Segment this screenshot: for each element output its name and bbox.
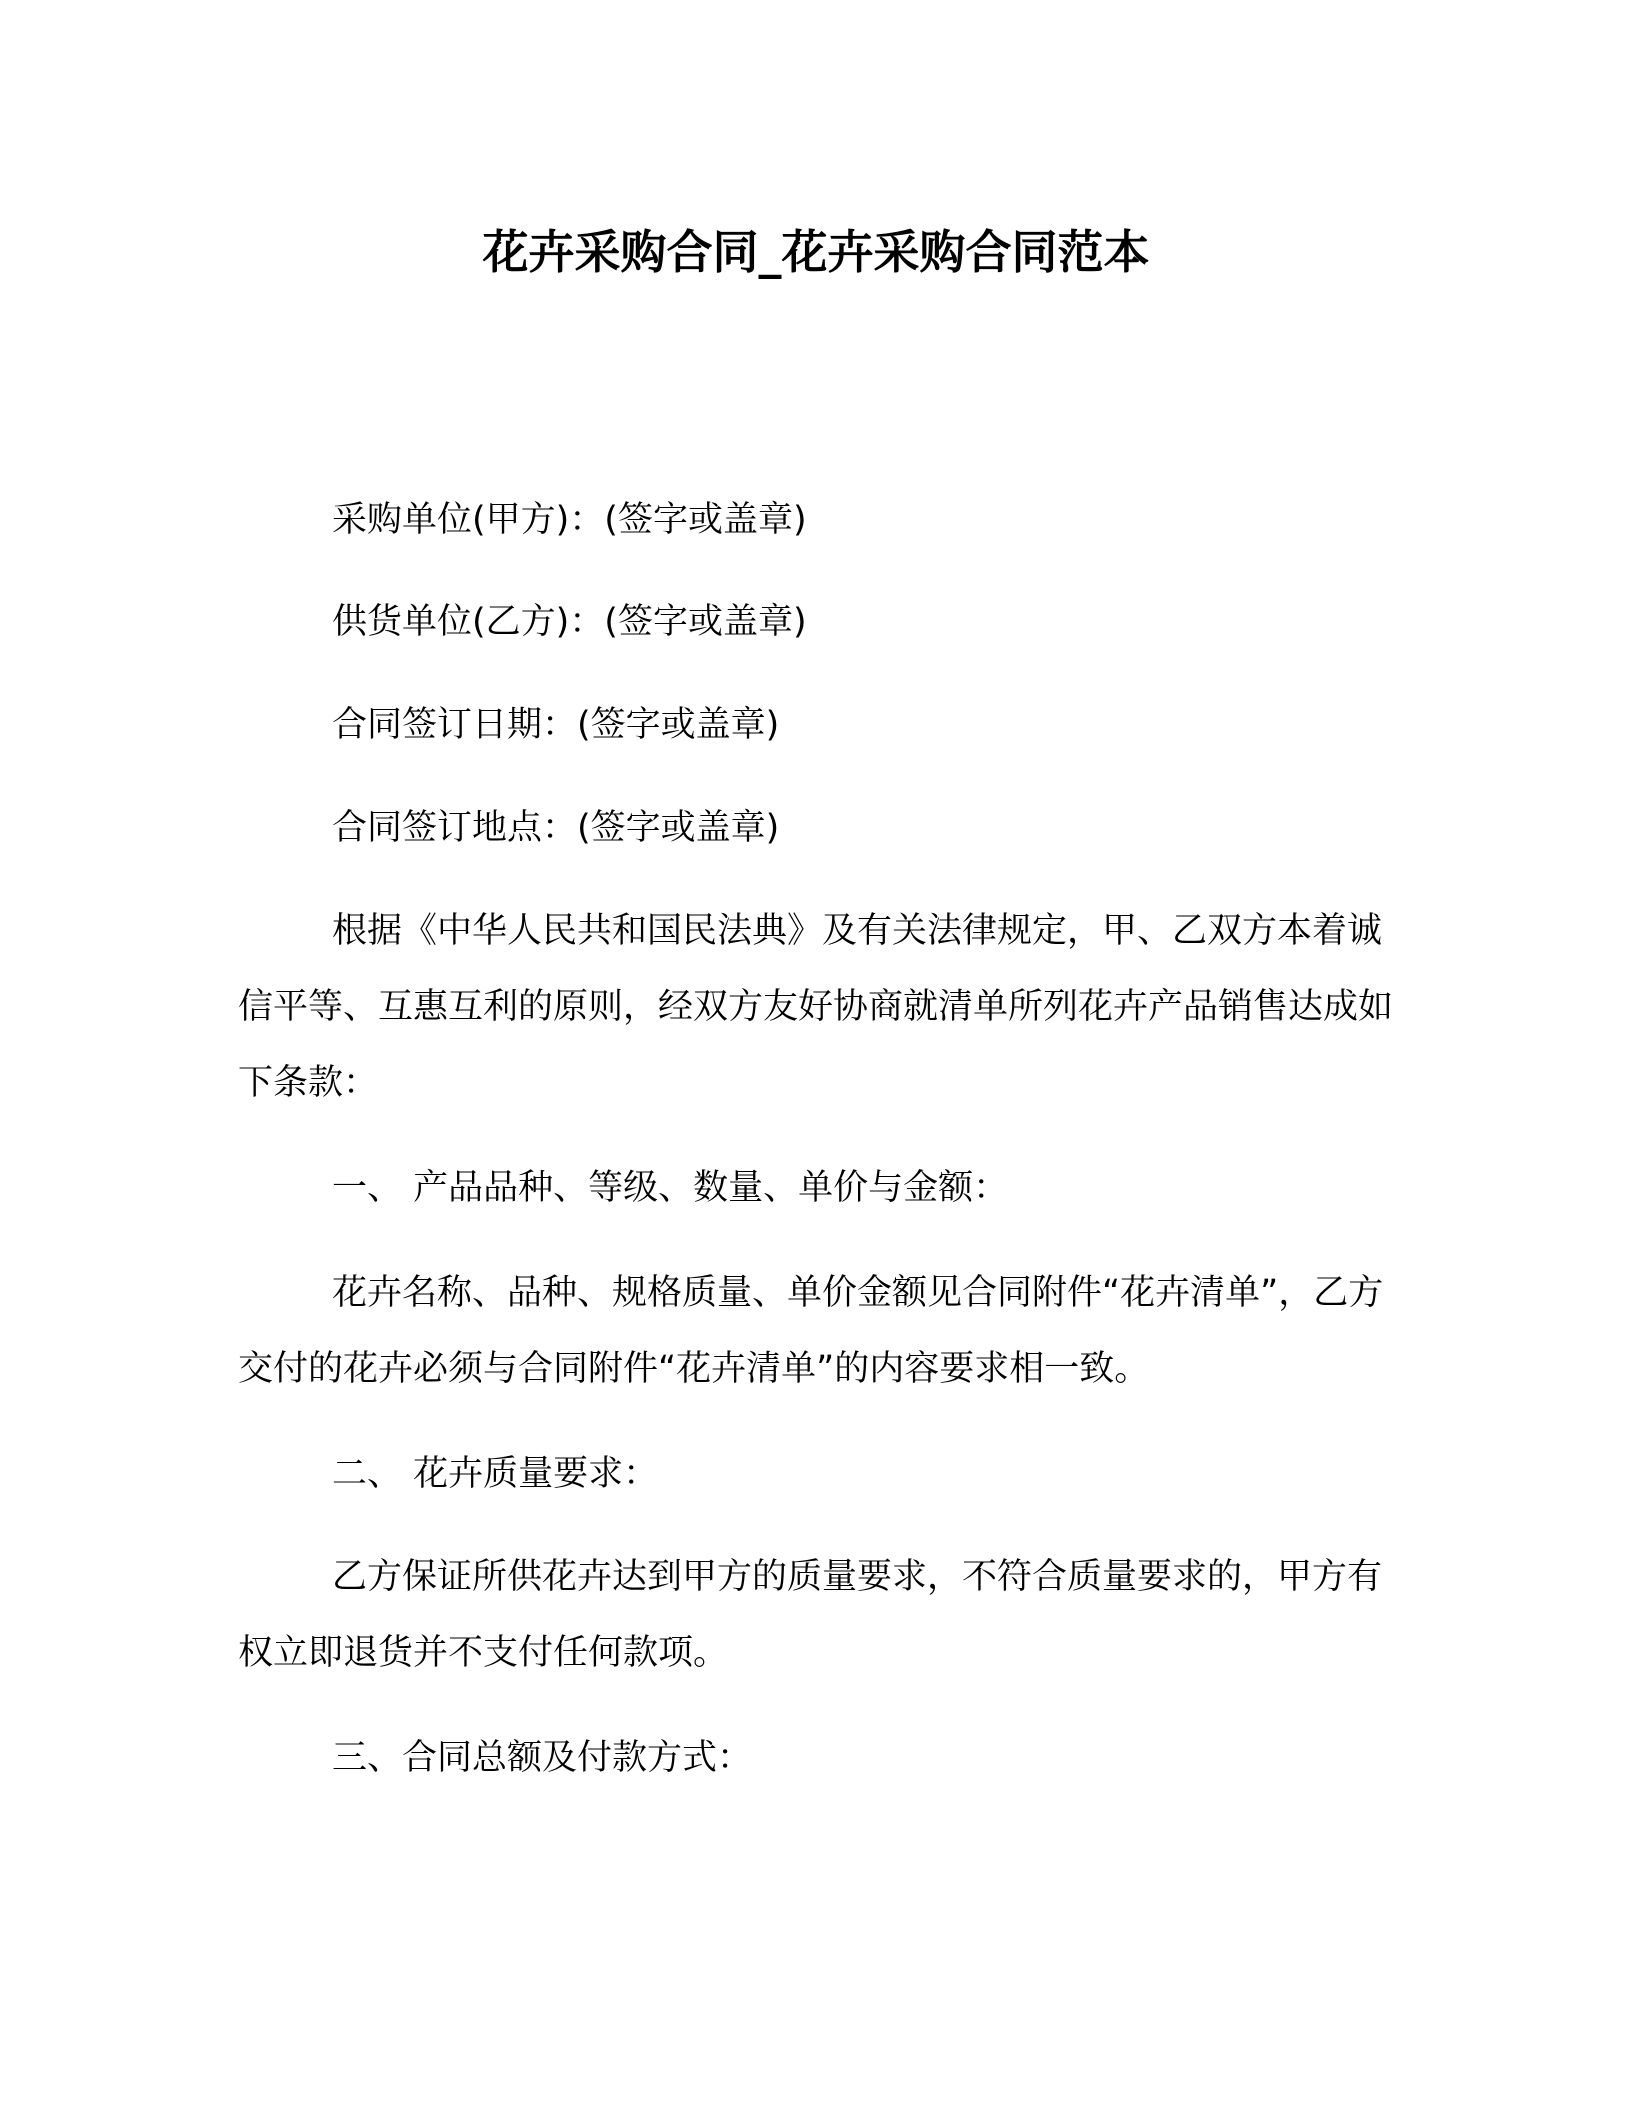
intro-paragraph: 根据《中华人民共和国民法典》及有关法律规定，甲、乙双方本着诚信平等、互惠互利的原则，经双方友好协商就清单所列花卉产品销售达成如下条款： <box>238 911 1394 1103</box>
section-1-body: 花卉名称、品种、规格质量、单价金额见合同附件“花卉清单”，乙方交付的花卉必须与合同附件“花卉清单”的内容要求相一致。 <box>238 1273 1384 1389</box>
section-3-heading: 三、合同总额及付款方式： <box>332 1738 753 1778</box>
section-2-heading: 二、 花卉质量要求： <box>332 1454 659 1494</box>
field-supplier: 供货单位(乙方)：(签字或盖章) <box>332 602 807 642</box>
section-1-heading: 一、 产品品种、等级、数量、单价与金额： <box>332 1168 1009 1208</box>
field-sign-location: 合同签订地点：(签字或盖章) <box>332 808 780 848</box>
field-sign-date: 合同签订日期：(签字或盖章) <box>332 705 780 745</box>
document-title: 花卉采购合同_花卉采购合同范本 <box>482 225 1150 279</box>
section-2-body: 乙方保证所供花卉达到甲方的质量要求，不符合质量要求的，甲方有权立即退货并不支付任何款项。 <box>238 1557 1383 1673</box>
field-purchaser: 采购单位(甲方)：(签字或盖章) <box>332 500 807 540</box>
